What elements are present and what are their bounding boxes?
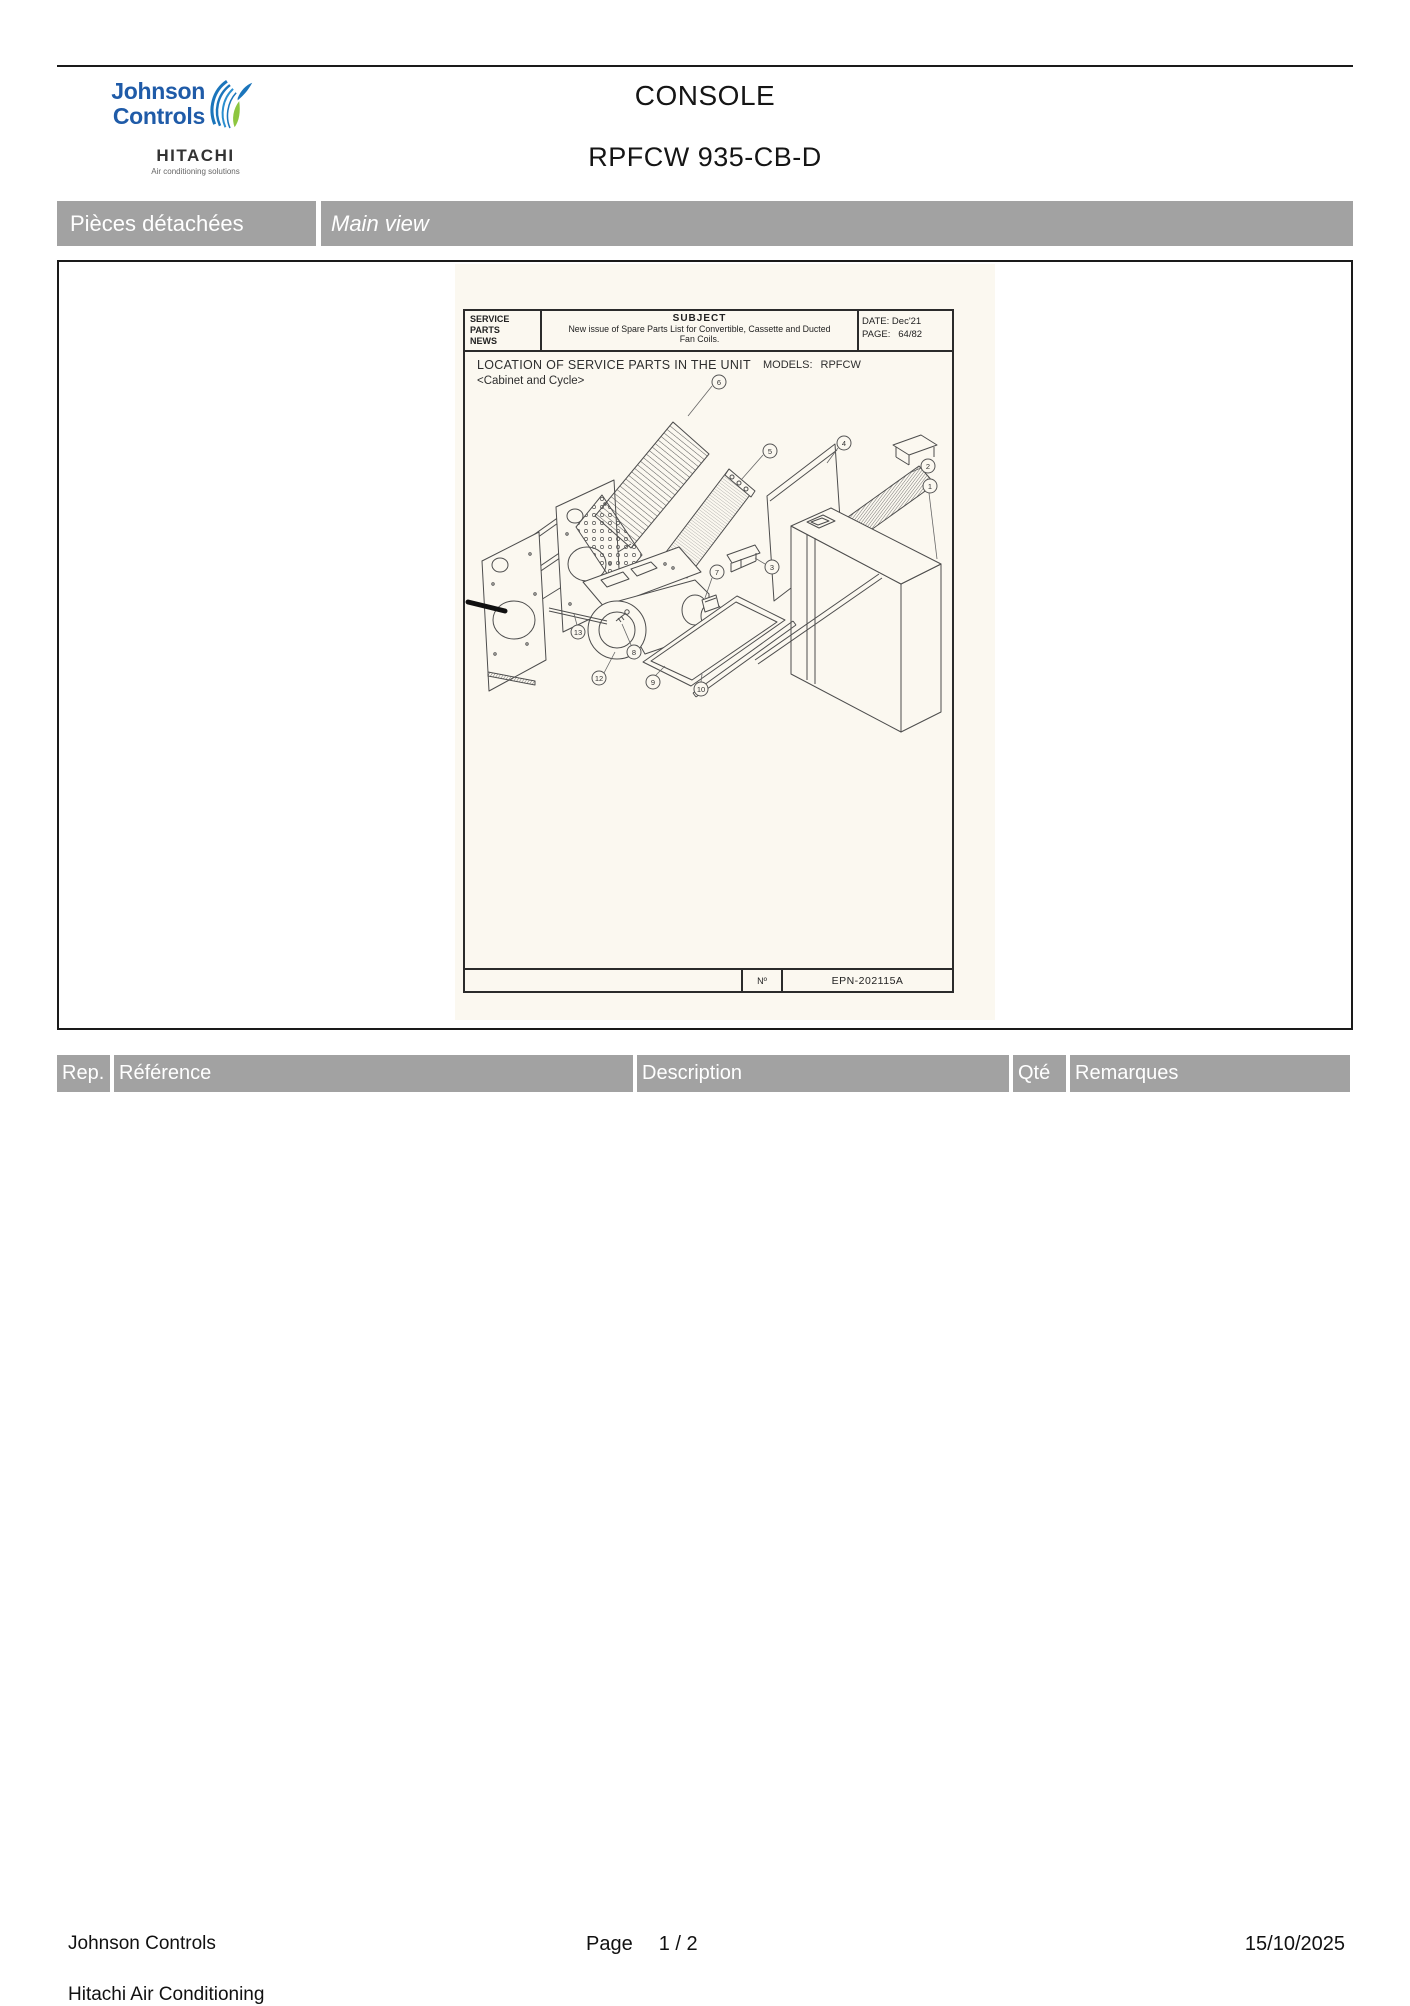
callout-number: 10 [696, 685, 706, 694]
document-number-row [463, 968, 954, 993]
models-value: RPFCW [820, 359, 861, 371]
callout-number: 12 [594, 674, 604, 683]
callout-number: 5 [767, 447, 773, 456]
cap-piece [893, 435, 937, 455]
column-header-qty: Qté [1013, 1055, 1066, 1092]
models-label: MODELS: [763, 359, 813, 371]
page-label: PAGE: [862, 329, 891, 340]
embedded-document-scan [455, 264, 995, 1020]
brand-line1: Johnson [111, 78, 205, 104]
page-title: CONSOLE [634, 80, 776, 111]
brand-line2: Controls [112, 103, 205, 129]
callout-number: 7 [714, 568, 720, 577]
callout-number: 3 [769, 563, 775, 572]
section-bar [57, 201, 1353, 246]
footer-company: Johnson Controls [68, 1933, 216, 1954]
callout-number: 1 [927, 482, 933, 491]
callout-number: 6 [716, 378, 722, 387]
footer-page-value: 1 / 2 [658, 1933, 698, 1955]
location-scope: <Cabinet and Cycle> [477, 375, 585, 387]
column-header-remarks: Remarques [1070, 1055, 1350, 1092]
section-label-parts: Pièces détachées [57, 201, 316, 246]
column-header-description: Description [637, 1055, 1009, 1092]
footer-page-indicator [586, 1933, 698, 1956]
page-value: 64/82 [898, 329, 923, 340]
section-label-view: Main view [321, 201, 1353, 246]
subject-label: SUBJECT [672, 313, 727, 324]
footer-date: 15/10/2025 [1244, 1933, 1345, 1955]
main-view-frame [57, 260, 1353, 1030]
exploded-view-diagram [455, 264, 995, 1020]
subject-cell: SUBJECT New issue of Spare Parts List for Convertible, Cassette and Ducted Fan Coils. [542, 311, 859, 350]
cabinet-side [901, 564, 941, 732]
model-subtitle: RPFCW 935-CB-D [588, 142, 822, 172]
date-value: Dec'21 [891, 316, 922, 327]
callout-number: 8 [631, 648, 637, 657]
location-title: LOCATION OF SERVICE PARTS IN THE UNIT [477, 358, 751, 372]
callout-number: 9 [650, 678, 656, 687]
callout-number: 13 [573, 628, 583, 637]
callout-number: 4 [841, 439, 847, 448]
date-label: DATE: [862, 316, 890, 327]
footer-page-label: Page [586, 1933, 633, 1955]
number-label: Nº [743, 970, 783, 991]
column-header-reference: Référence [114, 1055, 633, 1092]
masthead-cell: SERVICE PARTS NEWS [465, 311, 542, 350]
parts-table-header [57, 1055, 1350, 1092]
end-plate-left [482, 532, 546, 691]
support-bracket [727, 545, 760, 563]
hitachi-wordmark: HITACHI [156, 146, 235, 165]
document-number: EPN-202115A [831, 974, 904, 987]
header-divider-line [57, 65, 1353, 67]
callout-number: 2 [925, 462, 931, 471]
number-row-empty-cell [465, 970, 743, 991]
column-header-rep: Rep. [57, 1055, 110, 1092]
footer-company-line2-clipped: Hitachi Air Conditioning [68, 1984, 265, 2005]
hitachi-tagline: Air conditioning solutions [151, 167, 240, 176]
